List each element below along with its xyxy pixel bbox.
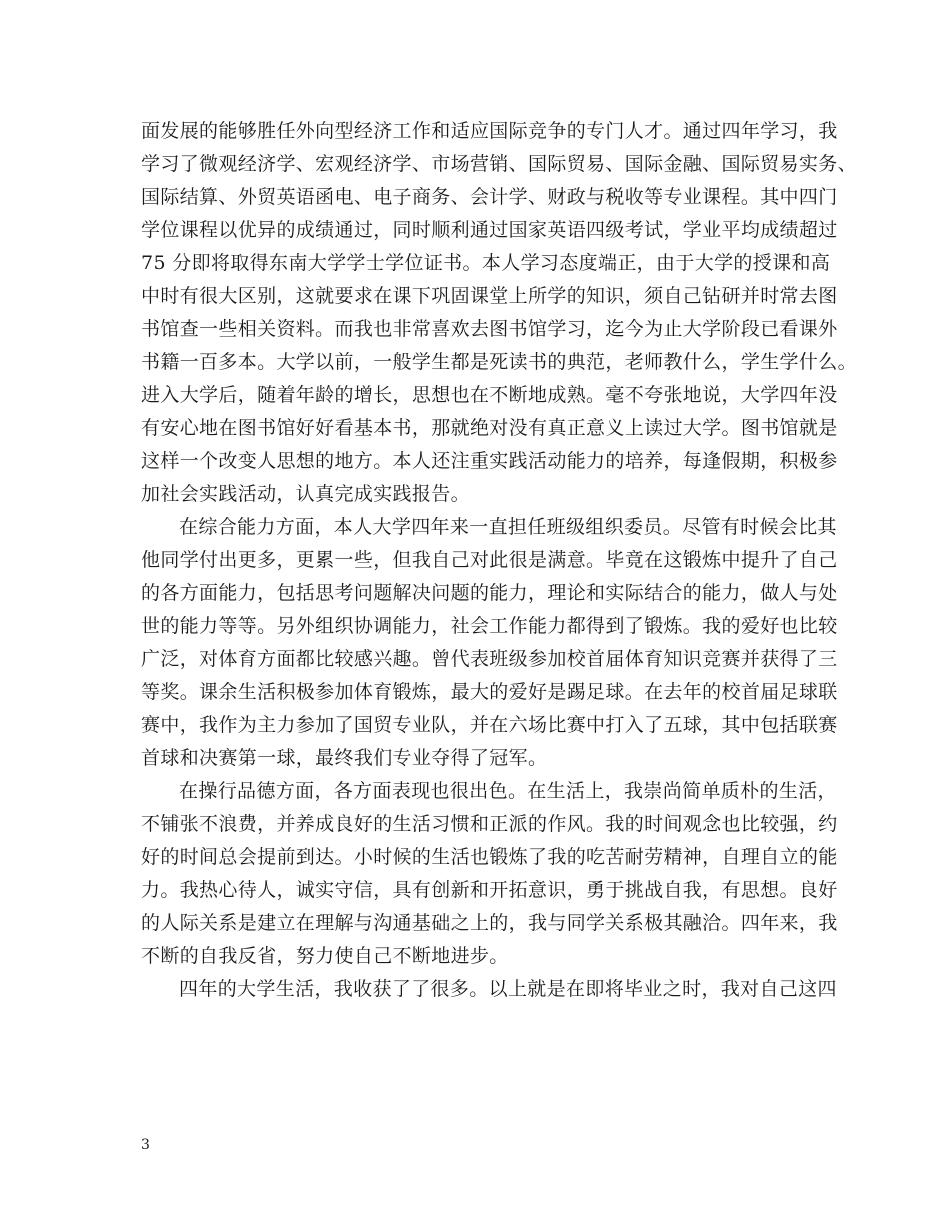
text-line: 有安心地在图书馆好好看基本书，那就绝对没有真正意义上读过大学。图书馆就是 (141, 417, 838, 439)
page-number: 3 (141, 1137, 150, 1153)
text-line: 首球和决赛第一球，最终我们专业夺得了冠军。 (141, 747, 548, 769)
text-line: 在操行品德方面，各方面表现也很出色。在生活上，我崇尚简单质朴的生活， (179, 780, 837, 802)
text-line: 广泛，对体育方面都比较感兴趣。曾代表班级参加校首届体育知识竞赛并获得了三 (141, 648, 838, 670)
text-line: 世的能力等等。另外组织协调能力，社会工作能力都得到了锻炼。我的爱好也比较 (141, 615, 838, 637)
text-line: 学习了微观经济学、宏观经济学、市场营销、国际贸易、国际金融、国际贸易实务、 (141, 153, 857, 175)
text-line: 不断的自我反省，努力使自己不断地进步。 (141, 945, 509, 967)
text-line: 四年的大学生活，我收获了了很多。以上就是在即将毕业之时，我对自己这四 (179, 978, 837, 1000)
text-line: 力。我热心待人，诚实守信，具有创新和开拓意识，勇于挑战自我，有思想。良好 (141, 879, 838, 901)
text-line: 的人际关系是建立在理解与沟通基础之上的，我与同学关系极其融洽。四年来，我 (141, 912, 838, 934)
text-line: 他同学付出更多，更累一些，但我自己对此很是满意。毕竟在这锻炼中提升了自己 (141, 549, 838, 571)
text-line: 面发展的能够胜任外向型经济工作和适应国际竞争的专门人才。通过四年学习，我 (141, 120, 838, 142)
text-line: 书籍一百多本。大学以前，一般学生都是死读书的典范，老师教什么，学生学什么。 (141, 351, 857, 373)
text-line: 书馆查一些相关资料。而我也非常喜欢去图书馆学习，迄今为止大学阶段已看课外 (141, 318, 838, 340)
text-line: 加社会实践活动，认真完成实践报告。 (141, 483, 470, 505)
body-text (141, 115, 857, 1006)
text-line: 进入大学后，随着年龄的增长，思想也在不断地成熟。毫不夸张地说，大学四年没 (141, 384, 838, 406)
text-line: 不铺张不浪费，并养成良好的生活习惯和正派的作风。我的时间观念也比较强，约 (141, 813, 838, 835)
text-line: 国际结算、外贸英语函电、电子商务、会计学、财政与税收等专业课程。其中四门 (141, 186, 838, 208)
text-line: 学位课程以优异的成绩通过，同时顺利通过国家英语四级考试，学业平均成绩超过 (141, 219, 838, 241)
text-line: 中时有很大区别，这就要求在课下巩固课堂上所学的知识，须自己钻研并时常去图 (141, 285, 838, 307)
text-line: 的各方面能力，包括思考问题解决问题的能力，理论和实际结合的能力，做人与处 (141, 582, 838, 604)
text-line: 等奖。课余生活积极参加体育锻炼，最大的爱好是踢足球。在去年的校首届足球联 (141, 681, 838, 703)
text-line: 好的时间总会提前到达。小时候的生活也锻炼了我的吃苦耐劳精神，自理自立的能 (141, 846, 838, 868)
text-line: 在综合能力方面，本人大学四年来一直担任班级组织委员。尽管有时候会比其 (179, 516, 837, 538)
text-line: 75 分即将取得东南大学学士学位证书。本人学习态度端正，由于大学的授课和高 (141, 252, 831, 274)
text-line: 这样一个改变人思想的地方。本人还注重实践活动能力的培养，每逢假期，积极参 (141, 450, 838, 472)
text-line: 赛中，我作为主力参加了国贸专业队，并在六场比赛中打入了五球，其中包括联赛 (141, 714, 838, 736)
